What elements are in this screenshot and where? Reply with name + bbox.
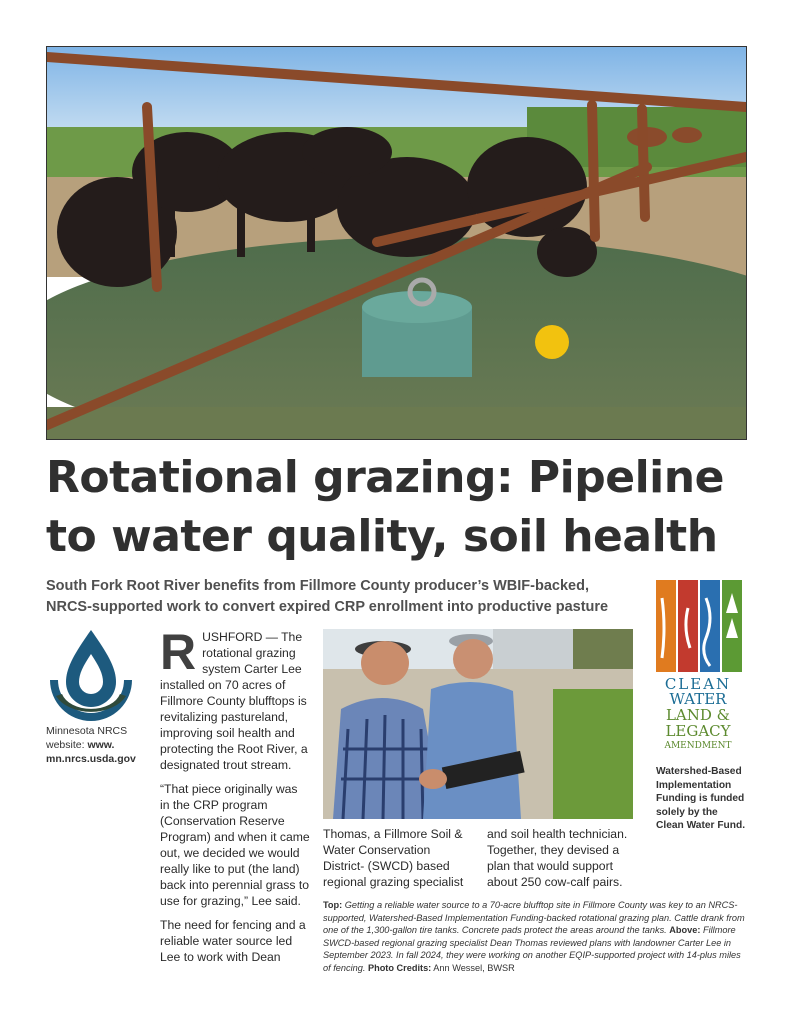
cw-logo-clean: CLEAN (664, 675, 732, 693)
caption-top-label: Top: (323, 900, 343, 910)
subheadline-line-1: South Fork Root River benefits from Fillmore County producer’s WBIF-backed, (46, 578, 589, 594)
cw-logo-amendment: AMENDMENT (664, 741, 732, 751)
nrcs-website-caption (46, 724, 146, 766)
photo-caption (323, 899, 745, 975)
headline (46, 448, 756, 566)
caption-above-text: Fillmore SWCD-based regional grazing specialist Dean Thomas reviewed plans with landowner Carter Lee in September 2023. In fall 2024, they were working on another EQIP-supported project with 14-plus miles of fencing. (323, 925, 741, 973)
caption-above-label: Above: (669, 925, 701, 936)
caption-top-text: Getting a reliable water source to a 70-acre blufftop site in Fillmore County was key to an NRCS-supported, Watershed-Based Implementation Funding-backed rotational grazing plan. Cattle drank from one of the 1,300-gallon tire tanks. Concrete pads protect the areas around the tanks. (323, 900, 745, 936)
article-paragraph-1 (160, 624, 310, 773)
clean-water-land-legacy-logo (648, 578, 746, 756)
headline-line-1: Rotational grazing: Pipeline (46, 452, 724, 503)
nrcs-caption-prefix: Minnesota NRCS website: (46, 725, 128, 751)
drop-cap: R (160, 624, 197, 680)
nrcs-website-link[interactable]: www. mn.nrcs.usda.gov (46, 739, 136, 765)
caption-credit-label: Photo Credits: (367, 962, 432, 973)
cw-logo-water: WATER (669, 690, 727, 708)
top-photo-cattle-water-tank (46, 46, 747, 440)
article-body-column-3: and soil health technician. Together, they devised a plan that would support about 250 cow-calf pairs. (487, 827, 628, 889)
headline-line-2: to water quality, soil health (46, 511, 718, 562)
article-body-column-1 (160, 624, 310, 973)
clean-water-fund-caption: Watershed-Based Implementation Funding is funded solely by the Clean Water Fund. (656, 766, 746, 831)
cw-logo-land: LAND & (665, 706, 731, 724)
nrcs-logo (44, 626, 138, 722)
photo-men-reviewing-plans (323, 629, 633, 819)
cw-logo-legacy: LEGACY (665, 722, 731, 740)
caption-credit-text: Ann Wessel, BWSR (431, 962, 515, 973)
subheadline-line-2: NRCS-supported work to convert expired CRP enrollment into productive pasture (46, 599, 609, 615)
article-paragraph-1-text: USHFORD — The rotational grazing system Carter Lee installed on 70 acres of Fillmore County blufftops is revitalizing pastureland, improving soil health and protecting the Root River, a designated trout stream. (160, 630, 308, 772)
article-paragraph-2: “That piece originally was in the CRP program (Conservation Reserve Program) and when it came out, we decided we would really like to put (the land) back into perennial grass to use for grazing,” Lee said. (160, 782, 310, 908)
article-body-column-2: Thomas, a Fillmore Soil & Water Conservation District- (SWCD) based regional grazing specialist (323, 827, 464, 889)
subheadline (46, 576, 646, 618)
article-paragraph-3: The need for fencing and a reliable water source led Lee to work with Dean (160, 918, 306, 964)
